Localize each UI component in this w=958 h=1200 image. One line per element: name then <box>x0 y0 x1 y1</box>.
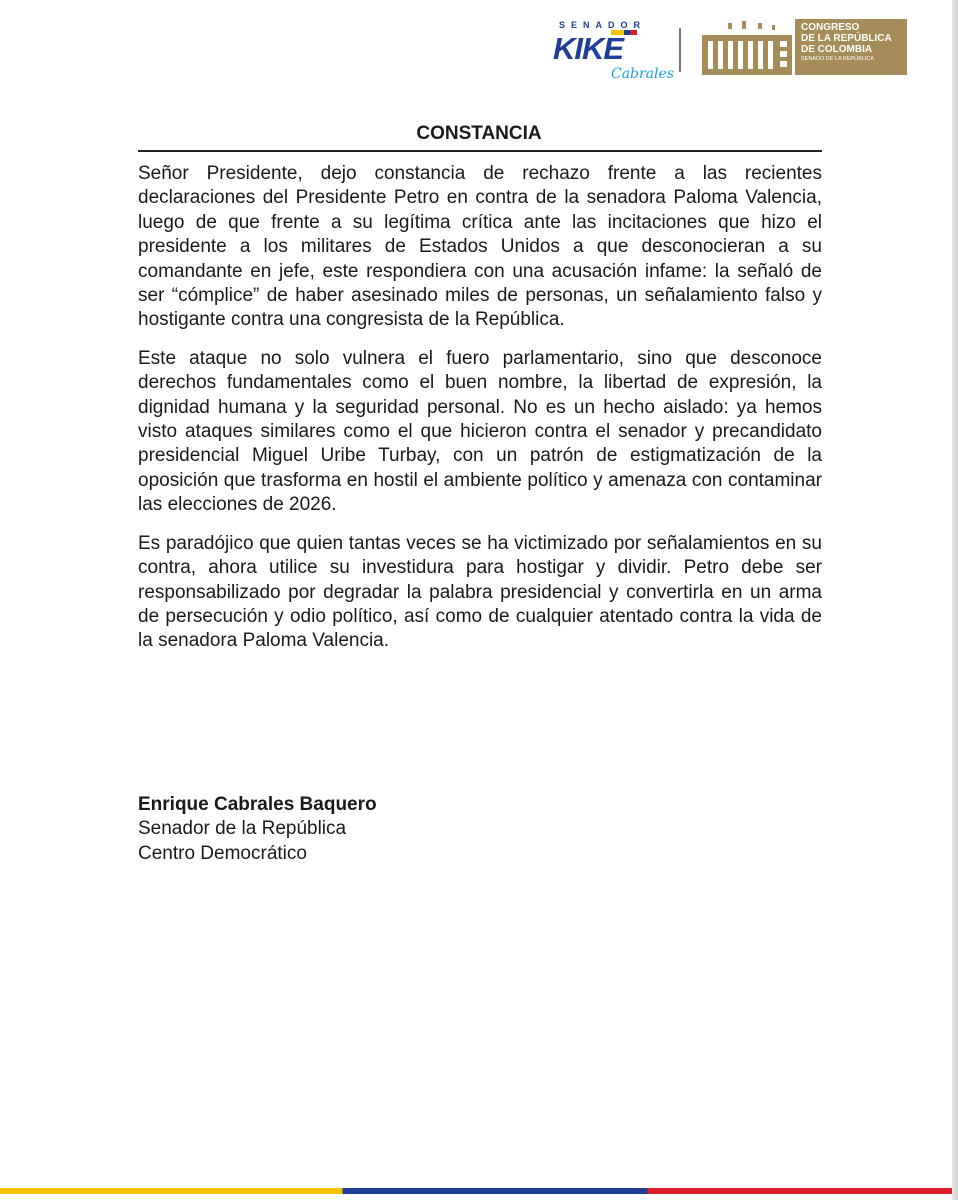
document-title: CONSTANCIA <box>416 123 542 144</box>
signature-block <box>138 793 377 866</box>
document-body <box>138 162 822 668</box>
congreso-line-3: DE COLOMBIA <box>801 44 873 55</box>
congreso-name-plate <box>795 19 907 75</box>
congreso-line-1: CONGRESO <box>801 22 860 33</box>
paragraph-3: Es paradójico que quien tantas veces se ha victimizado por señalamientos en su contra, ahora utilice su investidura para hostigar y dividir. Petro debe ser responsabilizado por degradar la palabra presidencial y convertirla en un arma de persecución y odio político, así como de cualquier atentado contra la vida de la senadora Paloma Valencia. <box>138 532 822 652</box>
congreso-logo <box>702 15 907 75</box>
kike-logo-subtitle: Cabrales <box>611 66 675 82</box>
logo-divider <box>679 28 681 72</box>
congreso-line-2: DE LA REPÚBLICA <box>801 33 892 44</box>
congreso-small-text: SENADO DE LA REPÚBLICA <box>801 56 875 62</box>
paragraph-1: Señor Presidente, dejo constancia de rechazo frente a las recientes declaraciones del Presidente Petro en contra de la senadora Paloma Valencia, luego de que frente a su legítima crítica ante las incitaciones que hizo el presidente a los militares de Estados Unidos a que desconocieran a su comandante en jefe, este respondiera con una acusación infame: la señaló de ser “cómplice” de haber asesinado miles de personas, un señalamiento falso y hostigante contra una congresista de la República. <box>138 163 822 331</box>
signer-role: Senador de la República <box>138 818 347 840</box>
footer-flag-band <box>0 1188 952 1194</box>
kike-logo-name: KIKE <box>553 31 624 66</box>
signer-name: Enrique Cabrales Baquero <box>138 794 377 815</box>
senador-kike-logo <box>553 20 675 82</box>
page-edge-shadow <box>952 0 958 1200</box>
capitol-building-icon <box>702 21 792 75</box>
paragraph-2: Este ataque no solo vulnera el fuero parlamentario, sino que desconoce derechos fundamentales como el buen nombre, la libertad de expresión, la dignidad humana y la seguridad personal. No es un hecho aislado: ya hemos visto ataques similares como el que hicieron contra el senador y precandidato presidencial Miguel Uribe Turbay, con un patrón de estigmatización de la oposición que trasforma en hostil el ambiente político y amenaza con contaminar las elecciones de 2026. <box>138 347 822 516</box>
title-underline <box>138 150 822 152</box>
kike-logo-top-text: SENADOR <box>559 20 647 30</box>
signer-party: Centro Democrático <box>138 842 307 864</box>
